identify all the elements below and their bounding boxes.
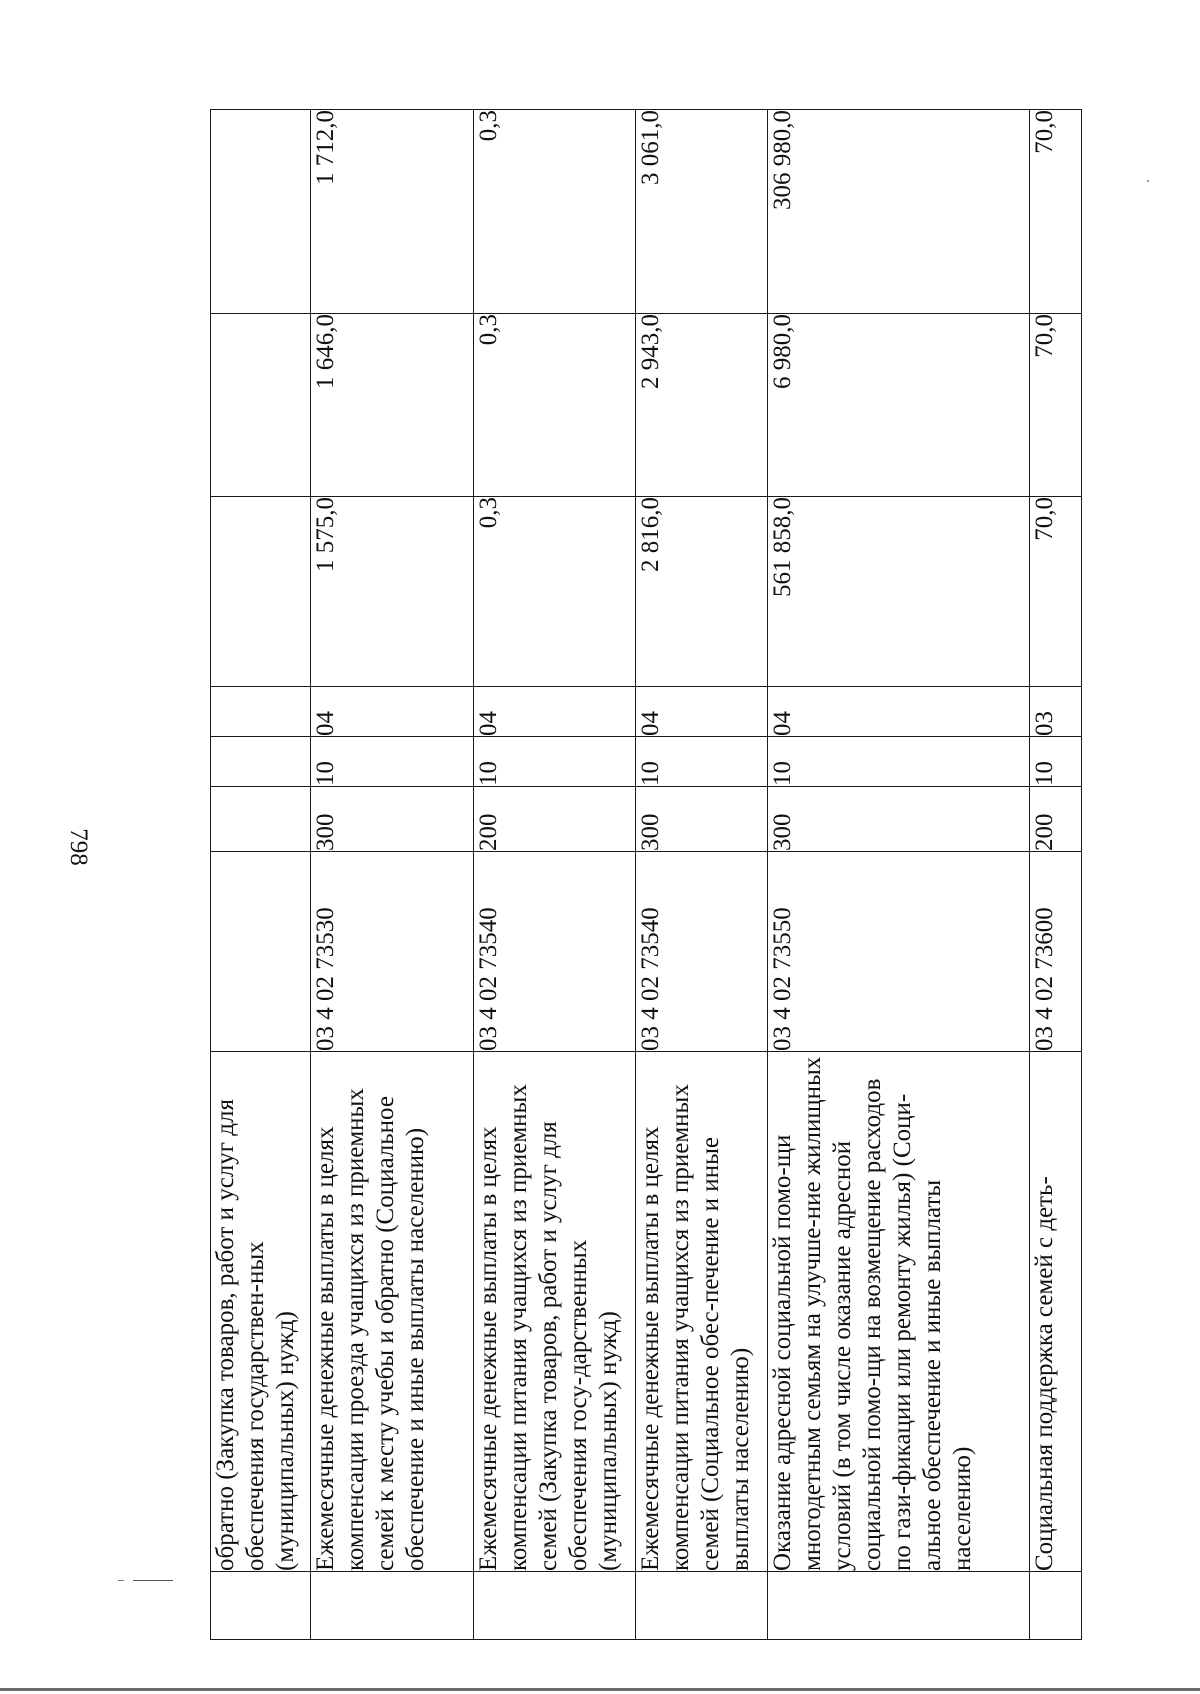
section-cell: 10 bbox=[474, 737, 636, 787]
table-row bbox=[768, 110, 1030, 1640]
target-article-cell: 03 4 02 73540 bbox=[636, 852, 768, 1052]
target-article-cell: 03 4 02 73530 bbox=[311, 852, 474, 1052]
amount-year1-cell bbox=[211, 497, 311, 687]
section-cell: 10 bbox=[636, 737, 768, 787]
target-article-cell: 03 4 02 73540 bbox=[474, 852, 636, 1052]
budget-table bbox=[210, 109, 1082, 1640]
expense-type-cell: 300 bbox=[311, 787, 474, 852]
amount-year1-cell: 0,3 bbox=[474, 497, 636, 687]
scan-bottom-edge bbox=[0, 1688, 1200, 1691]
amount-year2-cell bbox=[211, 314, 311, 497]
number-cell bbox=[1030, 1572, 1082, 1640]
rotated-budget-table bbox=[210, 110, 1081, 1640]
subsection-cell: 03 bbox=[1030, 687, 1082, 737]
section-cell: 10 bbox=[768, 737, 1030, 787]
subsection-cell: 04 bbox=[636, 687, 768, 737]
table-row bbox=[211, 110, 311, 1640]
table-row bbox=[1030, 110, 1082, 1640]
description-cell: Ежемесячные денежные выплаты в целях компенсации питания учащихся из приемных семей (Закупка товаров, работ и услуг для обеспечения госу-дарственных (муниципальных) нужд) bbox=[474, 1052, 636, 1572]
amount-year1-cell: 1 575,0 bbox=[311, 497, 474, 687]
section-cell bbox=[211, 737, 311, 787]
subsection-cell: 04 bbox=[311, 687, 474, 737]
section-cell: 10 bbox=[311, 737, 474, 787]
amount-year2-cell: 0,3 bbox=[474, 314, 636, 497]
amount-year3-cell: 306 980,0 bbox=[768, 110, 1030, 314]
subsection-cell: 04 bbox=[474, 687, 636, 737]
description-cell: Оказание адресной социальной помо-щи многодетным семьям на улучше-ние жилищных условий (в том числе оказание адресной социальной помо-щи на возмещение расходов по гази-фикации или ремонту жилья) (Соци-альное обеспечение и иные выплаты населению) bbox=[768, 1052, 1030, 1572]
amount-year2-cell: 70,0 bbox=[1030, 314, 1082, 497]
number-cell bbox=[636, 1572, 768, 1640]
number-cell bbox=[211, 1572, 311, 1640]
table-row bbox=[474, 110, 636, 1640]
target-article-cell bbox=[211, 852, 311, 1052]
description-cell: Социальная поддержка семей с деть- bbox=[1030, 1052, 1082, 1572]
page-number: 798 bbox=[65, 828, 92, 866]
expense-type-cell: 200 bbox=[1030, 787, 1082, 852]
amount-year3-cell: 1 712,0 bbox=[311, 110, 474, 314]
amount-year3-cell bbox=[211, 110, 311, 314]
amount-year2-cell: 1 646,0 bbox=[311, 314, 474, 497]
expense-type-cell bbox=[211, 787, 311, 852]
subsection-cell bbox=[211, 687, 311, 737]
number-cell bbox=[768, 1572, 1030, 1640]
description-cell: Ежемесячные денежные выплаты в целях компенсации проезда учащихся из приемных семей к месту учебы и обратно (Социальное обеспечение и иные выплаты населению) bbox=[311, 1052, 474, 1572]
amount-year2-cell: 2 943,0 bbox=[636, 314, 768, 497]
section-cell: 10 bbox=[1030, 737, 1082, 787]
amount-year3-cell: 70,0 bbox=[1030, 110, 1082, 314]
amount-year2-cell: 6 980,0 bbox=[768, 314, 1030, 497]
amount-year1-cell: 2 816,0 bbox=[636, 497, 768, 687]
expense-type-cell: 200 bbox=[474, 787, 636, 852]
amount-year3-cell: 0,3 bbox=[474, 110, 636, 314]
scan-speck bbox=[1147, 180, 1149, 182]
amount-year3-cell: 3 061,0 bbox=[636, 110, 768, 314]
table-row bbox=[636, 110, 768, 1640]
expense-type-cell: 300 bbox=[636, 787, 768, 852]
expense-type-cell: 300 bbox=[768, 787, 1030, 852]
subsection-cell: 04 bbox=[768, 687, 1030, 737]
description-cell: обратно (Закупка товаров, работ и услуг для обеспечения государствен-ных (муниципальных) нужд) bbox=[211, 1052, 311, 1572]
target-article-cell: 03 4 02 73600 bbox=[1030, 852, 1082, 1052]
amount-year1-cell: 70,0 bbox=[1030, 497, 1082, 687]
table-row bbox=[311, 110, 474, 1640]
description-cell: Ежемесячные денежные выплаты в целях компенсации питания учащихся из приемных семей (Социальное обес-печение и иные выплаты населению) bbox=[636, 1052, 768, 1572]
target-article-cell: 03 4 02 73550 bbox=[768, 852, 1030, 1052]
number-cell bbox=[474, 1572, 636, 1640]
number-cell bbox=[311, 1572, 474, 1640]
margin-mark-line bbox=[133, 1580, 173, 1581]
amount-year1-cell: 561 858,0 bbox=[768, 497, 1030, 687]
margin-mark-dot bbox=[118, 1580, 124, 1581]
